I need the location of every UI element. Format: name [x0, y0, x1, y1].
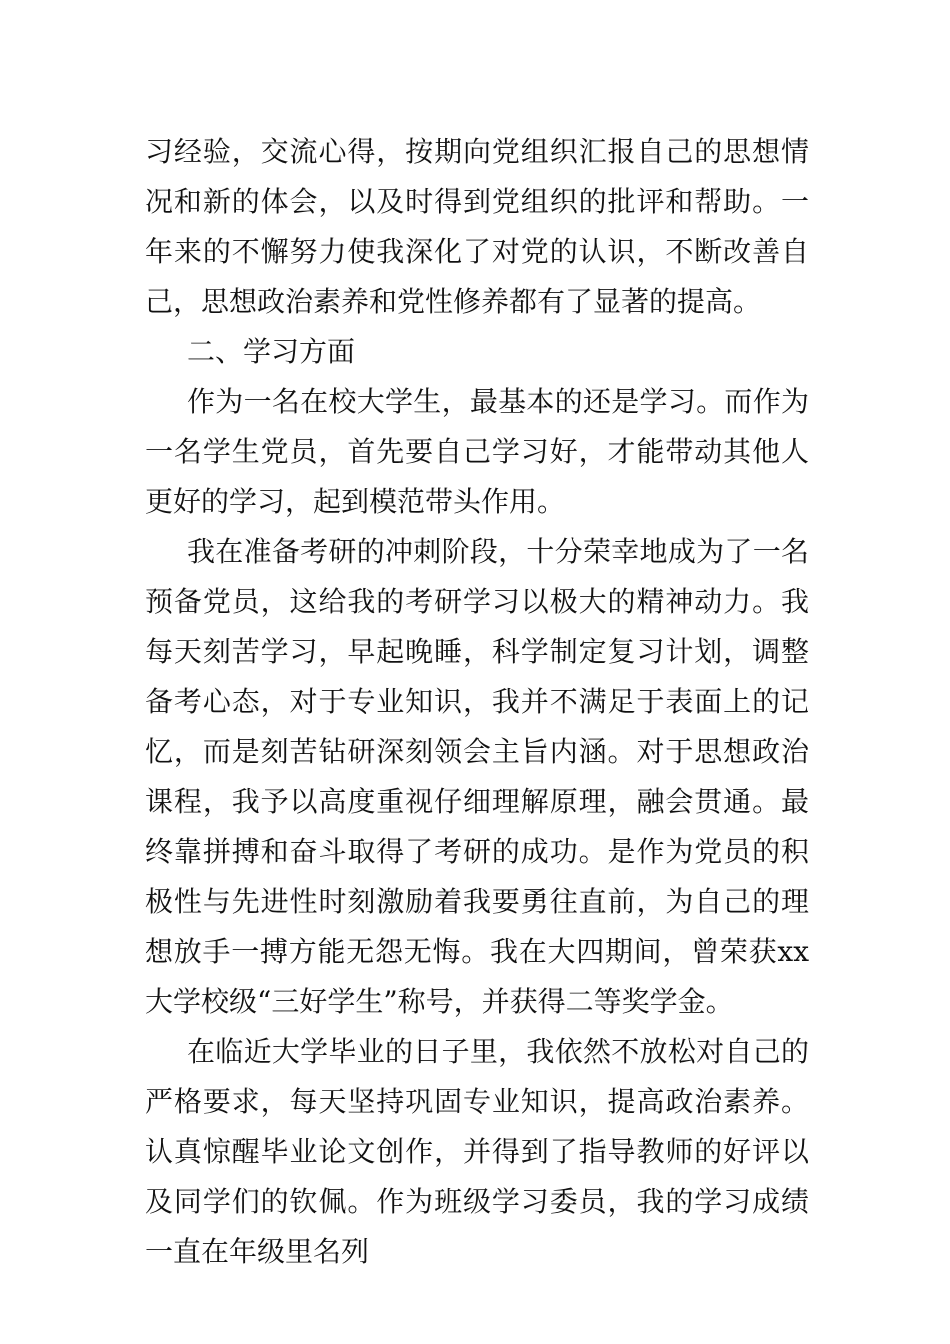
document-body: [145, 127, 809, 1277]
paragraph-exam-preparation: 我在准备考研的冲刺阶段，十分荣幸地成为了一名预备党员，这给我的考研学习以极大的精神动力。我每天刻苦学习，早起晚睡，科学制定复习计划，调整备考心态，对于专业知识，我并不满足于表面上的记忆，而是刻苦钻研深刻领会主旨内涵。对于思想政治课程，我予以高度重视仔细理解原理，融会贯通。最终靠拼搏和奋斗取得了考研的成功。是作为党员的积极性与先进性时刻激励着我要勇往直前，为自己的理想放手一搏方能无怨无悔。我在大四期间，曾荣获xx大学校级“三好学生”称号，并获得二等奖学金。: [145, 535, 809, 1018]
section-heading-study: 二、学习方面: [187, 335, 356, 368]
paragraph-continuation: 习经验，交流心得，按期向党组织汇报自己的思想情况和新的体会，以及时得到党组织的批评和帮助。一年来的不懈努力使我深化了对党的认识，不断改善自己，思想政治素养和党性修养都有了显著的提高。: [145, 135, 809, 318]
paragraph-study-intro: 作为一名在校大学生，最基本的还是学习。而作为一名学生党员，首先要自己学习好，才能带动其他人更好的学习，起到模范带头作用。: [145, 385, 809, 518]
paragraph-graduation: 在临近大学毕业的日子里，我依然不放松对自己的严格要求，每天坚持巩固专业知识，提高政治素养。认真惊醒毕业论文创作，并得到了指导教师的好评以及同学们的钦佩。作为班级学习委员，我的学习成绩一直在年级里名列: [145, 1035, 809, 1268]
